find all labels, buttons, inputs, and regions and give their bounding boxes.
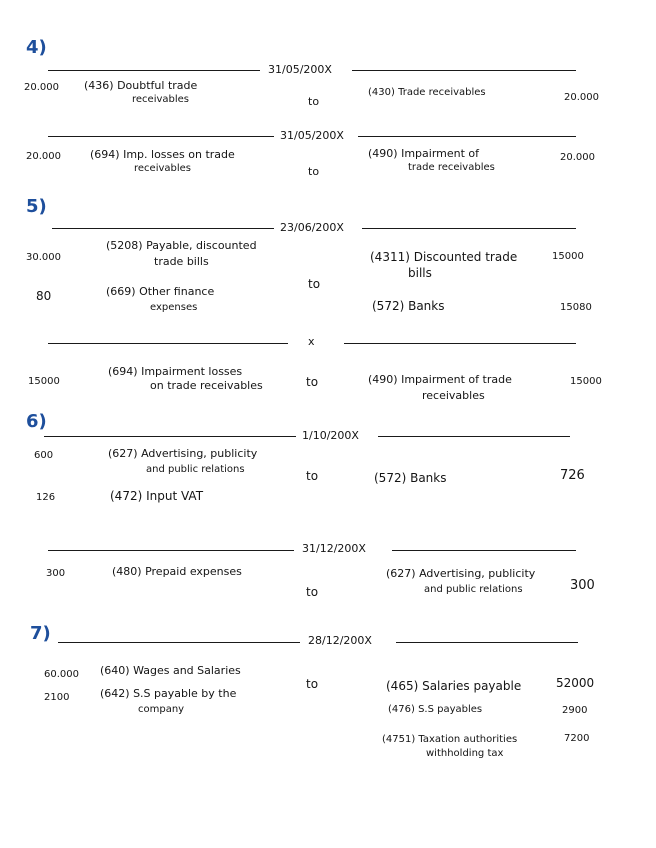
entry-5-debit-1-amount: 600 [34, 450, 54, 461]
entry-1-debit-account: (436) Doubtful trade [84, 79, 198, 92]
entry-2-debit-account-line2: receivables [134, 163, 192, 174]
entry-4-rule-right [344, 343, 576, 344]
entry-6-credit-account-line2: and public relations [424, 584, 523, 595]
entry-7-to: to [306, 677, 319, 691]
entry-2-rule-left [48, 136, 274, 137]
entry-3-debit-2-account-line2: expenses [150, 302, 198, 313]
entry-5-debit-2-account: (472) Input VAT [110, 489, 204, 503]
entry-5-rule-left [44, 436, 296, 437]
entry-1-credit-amount: 20.000 [564, 92, 599, 103]
entry-5-credit-account: (572) Banks [374, 471, 447, 485]
entry-7-debit-2-amount: 2100 [44, 692, 70, 703]
entry-3-credit-1-amount: 15000 [552, 251, 584, 262]
entry-7-credit-2-account: (476) S.S payables [388, 704, 483, 715]
entry-6-credit-account: (627) Advertising, publicity [386, 567, 536, 580]
entry-2-debit-account: (694) Imp. losses on trade [90, 148, 235, 161]
entry-2-debit-amount: 20.000 [26, 151, 61, 162]
entry-2-credit-account-line2: trade receivables [408, 162, 495, 173]
entry-4-debit-account: (694) Impairment losses [108, 365, 243, 378]
entry-2-date: 31/05/200X [280, 129, 344, 142]
entry-4-credit-amount: 15000 [570, 376, 602, 387]
entry-6-rule-left [48, 550, 294, 551]
entry-4-credit-account-line2: receivables [422, 389, 485, 402]
entry-1-debit-amount: 20.000 [24, 82, 59, 93]
entry-3-debit-2-amount: 80 [36, 289, 52, 303]
entry-5-date: 1/10/200X [302, 429, 359, 442]
entry-3-rule-right [362, 228, 576, 229]
entry-6-rule-right [392, 550, 576, 551]
entry-5-rule-right [378, 436, 570, 437]
entry-7-credit-1-account: (465) Salaries payable [386, 679, 522, 693]
entry-4-date: x [308, 335, 315, 348]
entry-4-to: to [306, 375, 319, 389]
entry-3-rule-left [52, 228, 274, 229]
entry-1-credit-account: (430) Trade receivables [368, 87, 486, 98]
entry-2-credit-account: (490) Impairment of [368, 147, 480, 160]
entry-3-to: to [308, 277, 321, 291]
entry-7-credit-3-account: (4751) Taxation authorities [382, 734, 518, 745]
section-6-label: 6) [26, 411, 47, 432]
entry-7-credit-1-amount: 52000 [556, 676, 595, 690]
entry-2-credit-amount: 20.000 [560, 152, 595, 163]
entry-7-credit-2-amount: 2900 [562, 705, 588, 716]
section-5-label: 5) [26, 196, 47, 217]
entry-3-date: 23/06/200X [280, 221, 344, 234]
entry-7-debit-2-account-line2: company [138, 704, 185, 715]
entry-5-debit-2-amount: 126 [36, 492, 56, 503]
entry-6-debit-amount: 300 [46, 568, 66, 579]
entry-1-debit-account-line2: receivables [132, 94, 190, 105]
entry-3-credit-2-amount: 15080 [560, 302, 592, 313]
entry-3-debit-1-account: (5208) Payable, discounted [106, 239, 257, 252]
entry-1-date: 31/05/200X [268, 63, 332, 76]
entry-4-credit-account: (490) Impairment of trade [368, 373, 512, 386]
entry-4-debit-amount: 15000 [28, 376, 60, 387]
section-7-label: 7) [30, 623, 51, 644]
entry-3-credit-1-account-line2: bills [408, 266, 432, 280]
entry-5-to: to [306, 469, 319, 483]
entry-7-debit-1-amount: 60.000 [44, 669, 79, 680]
entry-6-credit-amount: 300 [570, 578, 595, 593]
entry-3-credit-1-account: (4311) Discounted trade [370, 250, 518, 264]
entry-7-credit-3-account-line2: withholding tax [426, 748, 504, 759]
entry-7-debit-2-account: (642) S.S payable by the [100, 687, 237, 700]
entry-2-to: to [308, 165, 320, 178]
entry-7-debit-1-account: (640) Wages and Salaries [100, 664, 241, 677]
entry-7-rule-right [396, 642, 578, 643]
entry-4-debit-account-line2: on trade receivables [150, 379, 263, 392]
entry-7-date: 28/12/200X [308, 634, 372, 647]
entry-3-debit-1-account-line2: trade bills [154, 255, 209, 268]
section-4-label: 4) [26, 37, 47, 58]
entry-7-credit-3-amount: 7200 [564, 733, 590, 744]
entry-4-rule-left [48, 343, 288, 344]
entry-3-credit-2-account: (572) Banks [372, 299, 445, 313]
entry-5-debit-1-account-line2: and public relations [146, 464, 245, 475]
entry-1-rule-left [48, 70, 260, 71]
entry-3-debit-2-account: (669) Other finance [106, 285, 215, 298]
entry-6-debit-account: (480) Prepaid expenses [112, 565, 242, 578]
entry-7-rule-left [58, 642, 300, 643]
entry-2-rule-right [358, 136, 576, 137]
entry-5-debit-1-account: (627) Advertising, publicity [108, 447, 258, 460]
entry-3-debit-1-amount: 30.000 [26, 252, 61, 263]
entry-1-to: to [308, 95, 320, 108]
entry-6-to: to [306, 585, 319, 599]
entry-1-rule-right [352, 70, 576, 71]
entry-5-credit-amount: 726 [560, 468, 585, 483]
entry-6-date: 31/12/200X [302, 542, 366, 555]
